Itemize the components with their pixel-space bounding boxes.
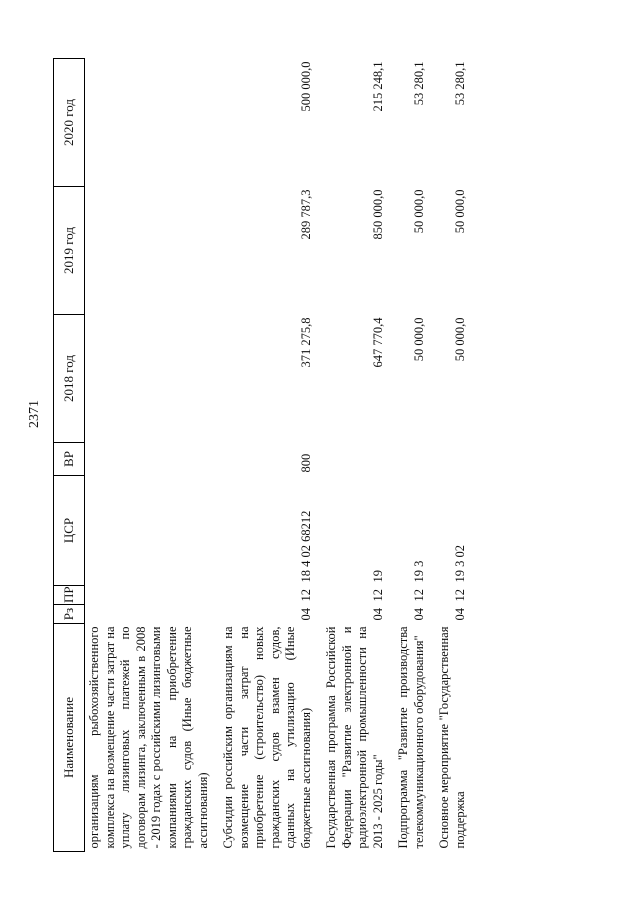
table-row <box>85 59 212 852</box>
row-pr: 12 <box>452 589 467 602</box>
row-rz: 04 <box>370 608 385 621</box>
row-rz: 04 <box>452 608 467 621</box>
header-2018: 2018 год <box>54 315 85 443</box>
row-name: Основное мероприятие "Государственная поддержка <box>437 626 467 849</box>
header-2019: 2019 год <box>54 187 85 315</box>
rotated-page-content <box>53 59 585 852</box>
row-2018: 647 770,4 <box>370 317 385 368</box>
row-2020: 53 280,1 <box>452 61 467 106</box>
row-vr <box>85 443 212 476</box>
row-2018 <box>85 315 212 443</box>
header-2020: 2020 год <box>54 59 85 187</box>
header-rz: Рз <box>54 605 85 624</box>
header-pr: ПР <box>54 586 85 605</box>
row-csr: 18 4 02 68212 <box>298 510 313 583</box>
row-vr <box>437 443 468 476</box>
row-2020 <box>85 59 212 187</box>
row-spacer <box>427 59 437 852</box>
header-csr: ЦСР <box>54 476 85 586</box>
row-name: организациям рыбохозяйственного комплекса на возмещение части затрат на уплату лизинговых платежей по договорам лизинга, заключенным в 2008 - 2019 годах с российскими лизинговыми компаниями на приобретение гражданских судов (Иные бюджетные ассигнования) <box>87 626 210 849</box>
row-2018: 50 000,0 <box>452 317 467 362</box>
row-2019: 850 000,0 <box>370 189 385 240</box>
row-pr: 12 <box>298 589 313 602</box>
table-row <box>221 59 314 852</box>
row-vr <box>324 443 386 476</box>
row-rz <box>85 605 212 624</box>
header-name: Наименование <box>54 624 85 852</box>
row-2018: 371 275,8 <box>298 317 313 368</box>
row-vr <box>396 443 427 476</box>
row-name: Государственная программа Российской Федерации "Развитие электронной и радиоэлектронной промышленности на 2013 - 2025 годы" <box>324 626 385 849</box>
table-row <box>324 59 386 852</box>
row-csr: 19 3 02 <box>452 545 467 583</box>
row-2019 <box>85 187 212 315</box>
row-2019: 50 000,0 <box>452 189 467 234</box>
row-rz: 04 <box>298 608 313 621</box>
row-spacer <box>314 59 324 852</box>
row-csr <box>85 476 212 586</box>
row-csr: 19 <box>370 570 385 583</box>
table-header-row <box>54 59 85 852</box>
page-number: 2371 <box>27 400 42 428</box>
row-2020: 500 000,0 <box>298 61 313 112</box>
row-name: Подпрограмма "Развитие производства телекоммуникационного оборудования" <box>396 626 426 849</box>
budget-table <box>53 58 468 852</box>
header-vr: ВР <box>54 443 85 476</box>
row-2020: 215 248,1 <box>370 61 385 112</box>
row-2020: 53 280,1 <box>411 61 426 106</box>
row-spacer <box>386 59 396 852</box>
row-2019: 50 000,0 <box>411 189 426 234</box>
row-vr: 800 <box>298 453 313 473</box>
row-rz: 04 <box>411 608 426 621</box>
table-row <box>437 59 468 852</box>
row-name: Субсидии российским организациям на возмещение части затрат на приобретение (строительство) новых гражданских судов взамен судов, сданных на утилизацию (Иные бюджетные ассигнования) <box>221 626 313 849</box>
row-pr: 12 <box>411 589 426 602</box>
row-2019: 289 787,3 <box>298 189 313 240</box>
row-pr <box>85 586 212 605</box>
row-pr: 12 <box>370 589 385 602</box>
table-row <box>396 59 427 852</box>
row-spacer <box>211 59 221 852</box>
row-csr: 19 3 <box>411 560 426 583</box>
row-2018: 50 000,0 <box>411 317 426 362</box>
